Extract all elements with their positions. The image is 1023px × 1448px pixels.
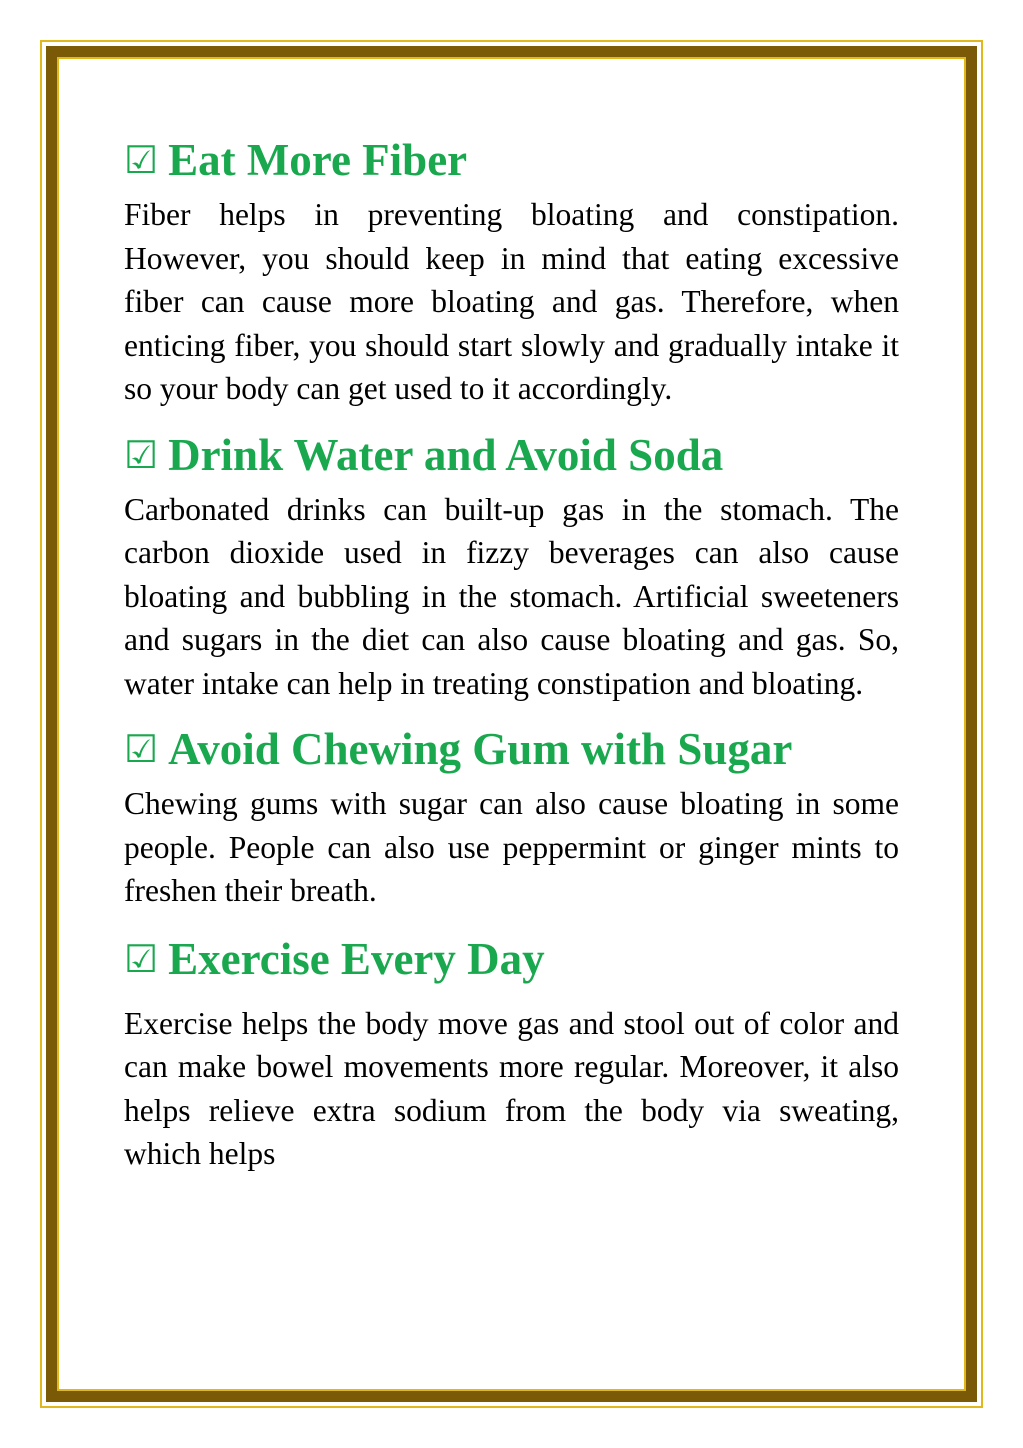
- page-content: [124, 128, 899, 1176]
- section-exercise: [124, 927, 899, 1176]
- section-heading: [124, 128, 899, 193]
- checkbox-checked-icon: ☑: [124, 938, 159, 981]
- checkbox-checked-icon: ☑: [124, 140, 159, 182]
- section-heading: [124, 927, 899, 992]
- section-heading: [124, 423, 899, 488]
- checkbox-checked-icon: ☑: [124, 434, 159, 477]
- section-heading-text: Avoid Chewing Gum with Sugar: [168, 724, 793, 774]
- section-body-text: Fiber helps in preventing bloating and constipation. However, you should keep in mind that eating excessive fiber can cause more bloating and gas. Therefore, when enticing fiber, you should start slowly and gradually intake it so your body can get used to it accordingly.: [124, 197, 899, 406]
- section-eat-more-fiber: [124, 128, 899, 411]
- section-body-text: Chewing gums with sugar can also cause bloating in some people. People can also use peppermint or ginger mints to freshen their breath.: [124, 786, 899, 908]
- section-body-text: Carbonated drinks can built-up gas in the stomach. The carbon dioxide used in fizzy beverages can also cause bloating and bubbling in the stomach. Artificial sweeteners and sugars in the diet can also cause bloating and gas. So, water intake can help in treating constipation and bloating.: [124, 491, 899, 701]
- section-heading-text: Drink Water and Avoid Soda: [168, 429, 724, 480]
- section-heading: [124, 717, 899, 782]
- section-avoid-chewing-gum: [124, 717, 899, 913]
- section-heading-text: Eat More Fiber: [168, 135, 468, 185]
- section-heading-text: Exercise Every Day: [168, 933, 545, 984]
- checkbox-checked-icon: ☑: [124, 729, 159, 771]
- section-body-text: Exercise helps the body move gas and stool out of color and can make bowel movements more regular. Moreover, it also helps relieve extra sodium from the body via sweating, which helps: [124, 1005, 899, 1171]
- section-drink-water: [124, 423, 899, 706]
